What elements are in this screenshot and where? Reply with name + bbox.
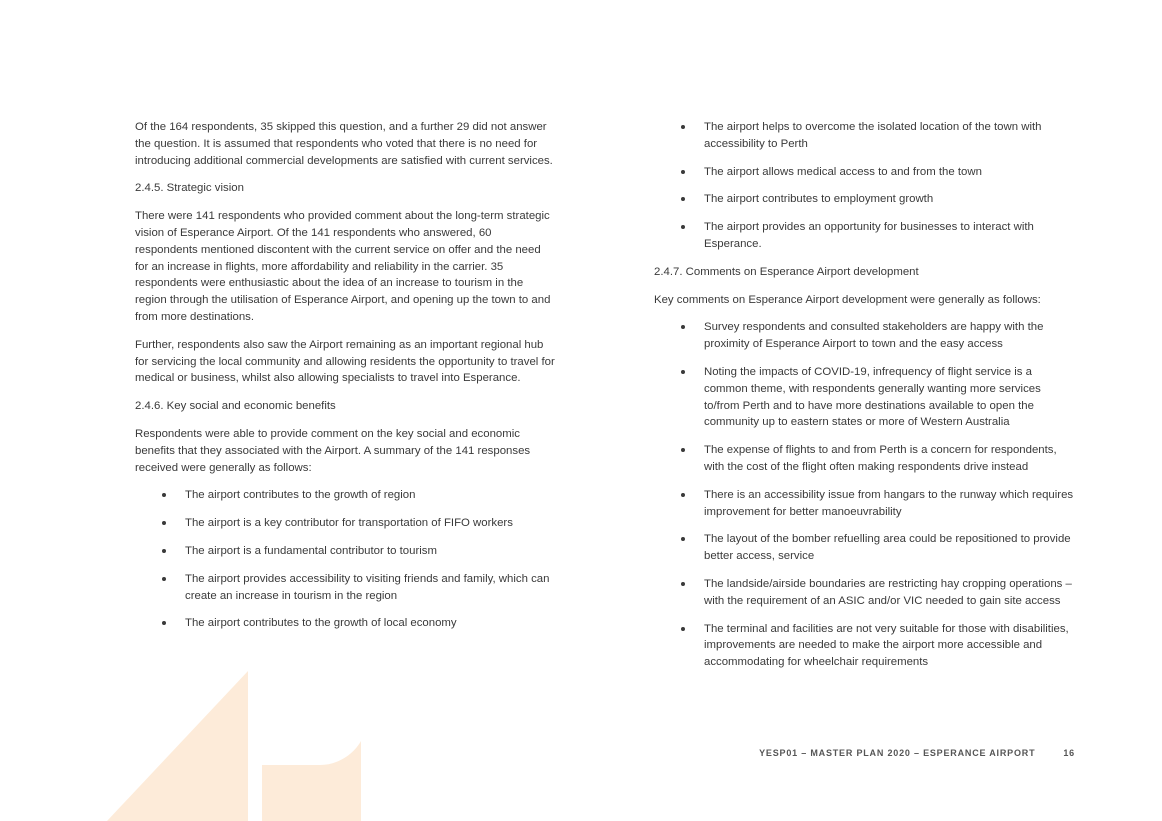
key-benefits-paragraph: Respondents were able to provide comment on the key social and economic benefits that they associated with the Airport. A summary of the 141 responses received were generally as follows: <box>135 427 531 474</box>
list-item: The airport is a key contributor for transportation of FIFO workers <box>135 515 555 532</box>
list-item: There is an accessibility issue from hangars to the runway which requires improvement for better manoeuvrability <box>654 487 1074 521</box>
list-item: The landside/airside boundaries are restricting hay cropping operations – with the requirement of an ASIC and/or VIC needed to gain site access <box>654 576 1074 610</box>
list-item: The airport contributes to the growth of region <box>135 487 555 504</box>
strategic-vision-paragraph-1: There were 141 respondents who provided comment about the long-term strategic vision of Esperance Airport. Of the 141 respondents who answered, 60 respondents mentioned discontent with the current service on offer and the need for an increase in flights, more affordability and reliability in the carrier. 35 respondents were enthusiastic about the idea of an increase to tourism in the region through the utilisation of Esperance Airport, and opening up the town to and from more destinations. <box>135 210 551 323</box>
list-item: The airport contributes to the growth of local economy <box>135 615 555 632</box>
watermark-shape-right <box>262 741 361 821</box>
list-item: The airport provides an opportunity for businesses to interact with Esperance. <box>654 219 1074 253</box>
strategic-vision-paragraph-2: Further, respondents also saw the Airport remaining as an important regional hub for servicing the local community and allowing residents the opportunity to travel for medical or business, whilst also allowing specialists to travel into Esperance. <box>135 338 555 385</box>
list-item: The layout of the bomber refuelling area could be repositioned to provide better access, service <box>654 531 1074 565</box>
key-benefits-list-continued <box>654 119 1074 253</box>
right-column <box>654 119 1074 682</box>
list-item: The airport contributes to employment growth <box>654 191 1074 208</box>
left-column <box>135 119 555 643</box>
section-heading-strategic-vision: 2.4.5. Strategic vision <box>135 182 244 195</box>
list-item: The airport is a fundamental contributor to tourism <box>135 543 555 560</box>
section-heading-development-comments: 2.4.7. Comments on Esperance Airport development <box>654 265 919 278</box>
section-heading-key-benefits: 2.4.6. Key social and economic benefits <box>135 400 336 413</box>
list-item: Noting the impacts of COVID-19, infrequency of flight service is a common theme, with respondents generally wanting more services to/from Perth and to have more destinations available to open the community up to eastern states or more of Western Australia <box>654 364 1074 431</box>
list-item: Survey respondents and consulted stakeholders are happy with the proximity of Esperance Airport to town and the easy access <box>654 319 1074 353</box>
key-benefits-list <box>135 487 555 632</box>
page-number: 16 <box>1063 748 1075 758</box>
page-footer <box>759 748 1075 758</box>
list-item: The expense of flights to and from Perth is a concern for respondents, with the cost of the flight often making respondents drive instead <box>654 442 1074 476</box>
development-comments-paragraph: Key comments on Esperance Airport development were generally as follows: <box>654 293 1041 306</box>
footer-document-reference: YESP01 – MASTER PLAN 2020 – ESPERANCE AIRPORT <box>759 748 1036 758</box>
list-item: The airport helps to overcome the isolated location of the town with accessibility to Perth <box>654 119 1074 153</box>
development-comments-list <box>654 319 1074 671</box>
list-item: The airport provides accessibility to visiting friends and family, which can create an increase in tourism in the region <box>135 571 555 605</box>
intro-paragraph: Of the 164 respondents, 35 skipped this question, and a further 29 did not answer the question. It is assumed that respondents who voted that there is no need for introducing additional commercial developments are satisfied with current services. <box>135 121 553 167</box>
watermark-shape-left <box>107 671 248 821</box>
list-item: The terminal and facilities are not very suitable for those with disabilities, improvements are needed to make the airport more accessible and accommodating for wheelchair requirements <box>654 621 1074 671</box>
list-item: The airport allows medical access to and from the town <box>654 164 1074 181</box>
